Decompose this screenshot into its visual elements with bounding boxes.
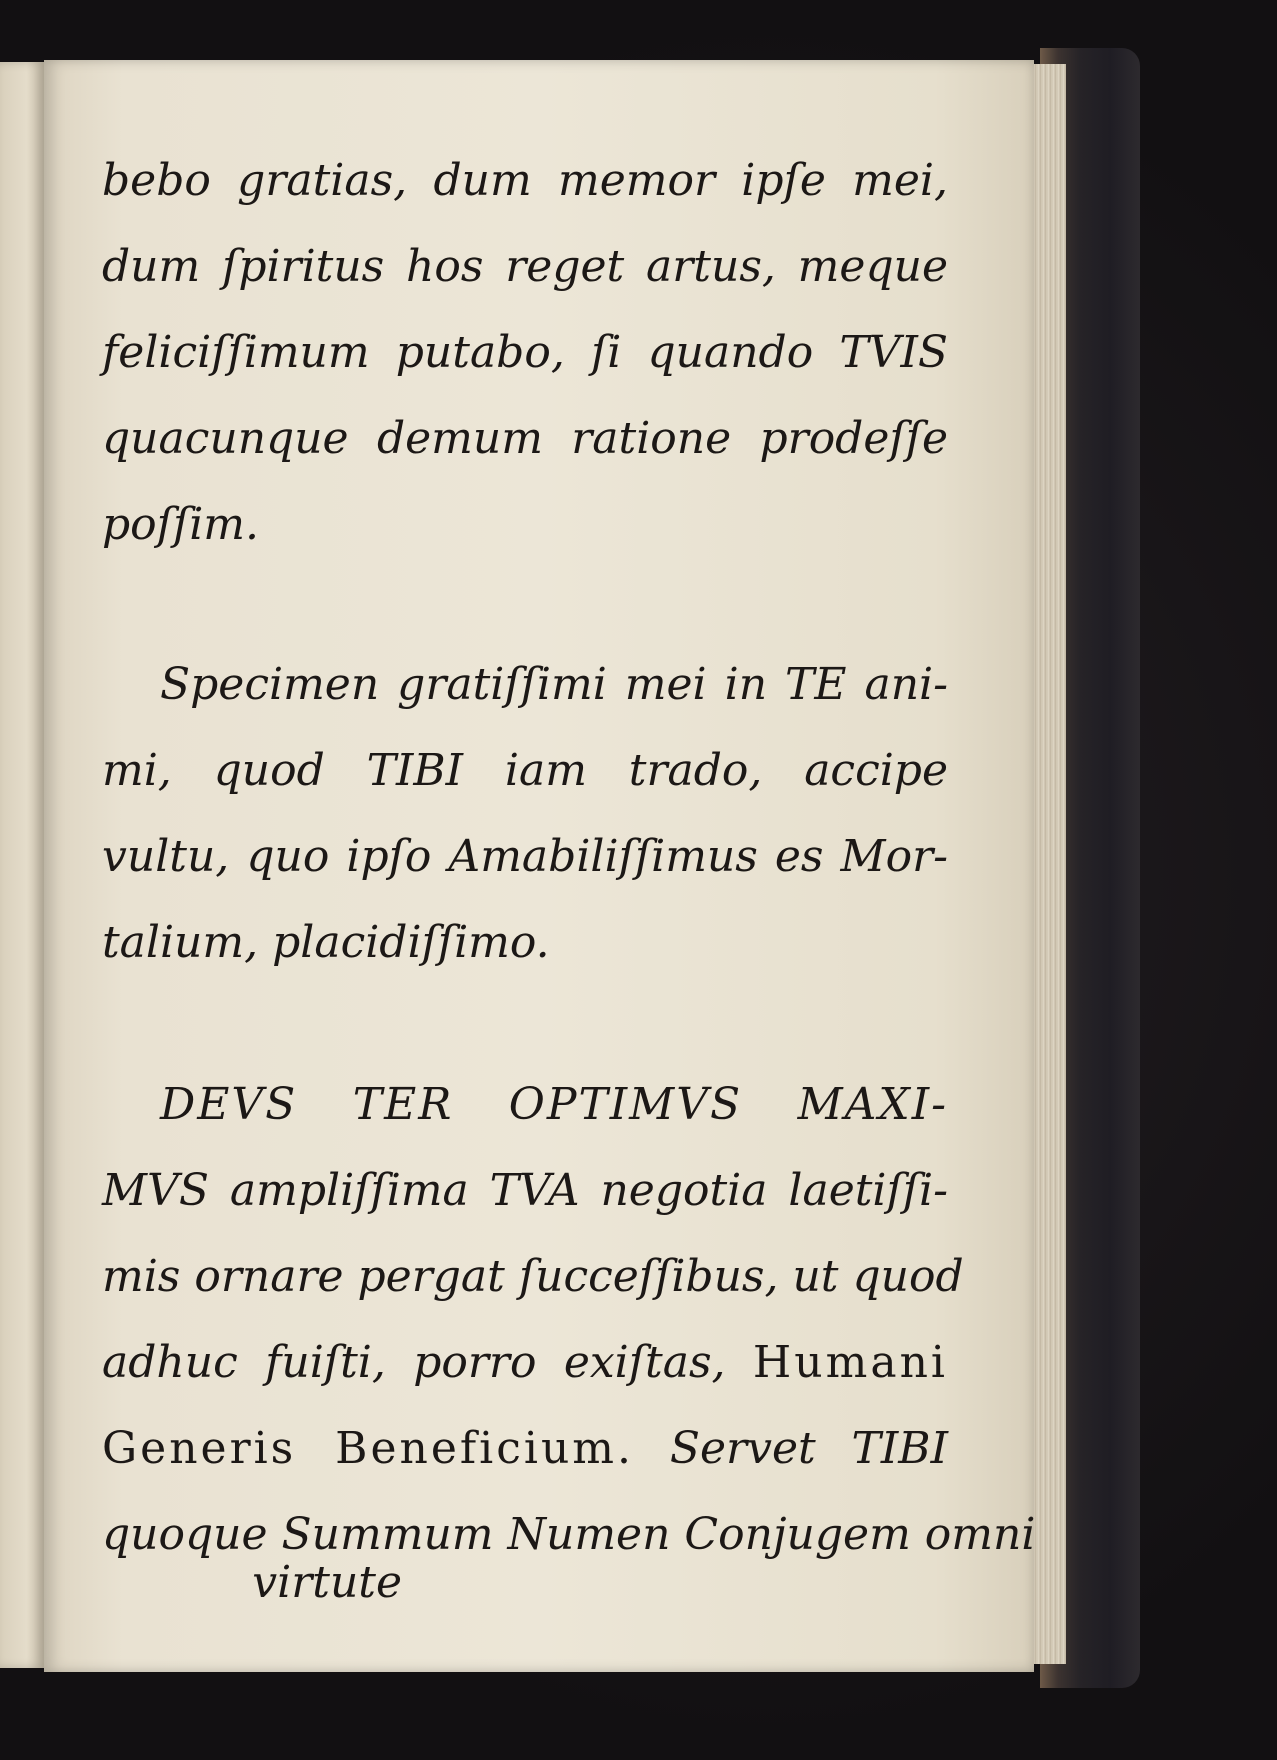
paragraph-3 (102, 1062, 1036, 1578)
text-italic: adhuc fuiſti, porro exiſtas, (102, 1337, 726, 1388)
text-line: quacunque demum ratione prodeſſe (102, 413, 948, 464)
text-line: talium, placidiſſimo. (102, 917, 550, 968)
left-page-edge (0, 62, 44, 1668)
text-line: vultu, quo ipſo Amabiliſſimus es Mor- (102, 831, 948, 882)
text-line: Specimen gratiſſimi mei in TE ani- (160, 659, 948, 710)
text-line: DEVS TER OPTIMVS MAXI- (160, 1079, 948, 1130)
text-roman: Generis Beneficium. (102, 1423, 634, 1474)
text-line: bebo gratias, dum memor ipſe mei, (102, 155, 948, 206)
text-roman: Humani (752, 1337, 948, 1388)
paragraph-1 (102, 138, 948, 568)
book-page (44, 60, 1034, 1672)
text-line: feliciſſimum putabo, ſi quando TVIS (102, 327, 948, 378)
text-line: mis ornare pergat ſucceſſibus, ut quod (102, 1251, 964, 1302)
text-line-mixed (102, 1406, 948, 1492)
text-line: quoque Summum Numen Conjugem omni (102, 1509, 1036, 1560)
page-edges (1030, 64, 1066, 1664)
text-line: mi, quod TIBI iam trado, accipe (102, 745, 948, 796)
text-italic: Servet TIBI (669, 1423, 948, 1474)
catchword: virtute (252, 1557, 402, 1608)
text-line: poſſim. (102, 499, 260, 550)
paragraph-2 (102, 642, 948, 986)
text-line: dum ſpiritus hos reget artus, meque (102, 241, 948, 292)
text-line-mixed (102, 1320, 948, 1406)
text-line: MVS ampliſſima TVA negotia laetiſſi- (102, 1165, 948, 1216)
